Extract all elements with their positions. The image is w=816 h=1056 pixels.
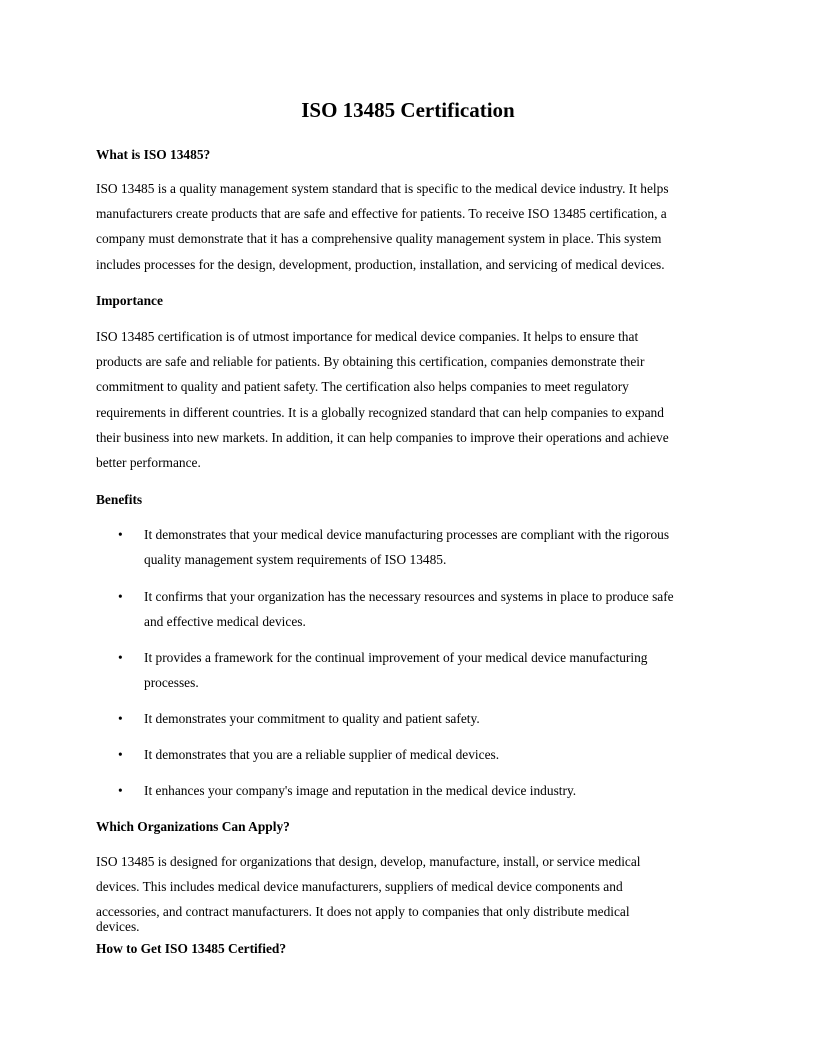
list-item-line: It provides a framework for the continual improvement of your medical device manufacturing [144,650,648,665]
paragraph-line: devices. [96,919,140,935]
paragraph-line: accessories, and contract manufacturers. It does not apply to companies that only distribute medical [96,904,630,920]
paragraph-line: manufacturers create products that are safe and effective for patients. To receive ISO 13485 certification, a [96,206,667,222]
paragraph-line: includes processes for the design, development, production, installation, and servicing of medical devices. [96,256,665,272]
paragraph-line: company must demonstrate that it has a comprehensive quality management system in place. This system [96,231,662,247]
list-item-line: It demonstrates that your medical device manufacturing processes are compliant with the rigorous [144,527,670,542]
list-item-line: quality management system requirements of ISO 13485. [144,552,447,568]
list-item-line: It demonstrates your commitment to quality and patient safety. [144,711,480,726]
list-item-line: It enhances your company's image and reputation in the medical device industry. [144,783,577,798]
paragraph-importance [96,324,736,475]
list-item-line: It demonstrates that you are a reliable supplier of medical devices. [144,747,500,762]
section-heading-importance: Importance [96,293,163,308]
bullet-icon: • [118,783,123,798]
bullet-icon: • [118,589,123,604]
bullet-icon: • [118,711,123,726]
paragraph-line: ISO 13485 is a quality management system standard that is specific to the medical device industry. It helps [96,181,669,196]
paragraph-line: ISO 13485 certification is of utmost importance for medical device companies. It helps to ensure that [96,329,639,344]
paragraph-line: devices. This includes medical device manufacturers, suppliers of medical device components and [96,879,623,895]
paragraph-line: commitment to quality and patient safety. The certification also helps companies to meet regulatory [96,379,629,395]
paragraph-line: their business into new markets. In addition, it can help companies to improve their operations and achieve [96,429,669,445]
paragraph-who-can-apply [96,849,736,934]
paragraph-what-is [96,176,736,277]
section-heading-how-to-get: How to Get ISO 13485 Certified? [96,941,287,956]
paragraph-line: requirements in different countries. It is a globally recognized standard that can help companies to expand [96,404,664,420]
paragraph-line: ISO 13485 is designed for organizations that design, develop, manufacture, install, or service medical [96,854,641,869]
list-item-line: It confirms that your organization has the necessary resources and systems in place to produce safe [144,589,674,604]
bullet-icon: • [118,650,123,665]
bullet-icon: • [118,527,123,542]
section-heading-what-is: What is ISO 13485? [96,147,211,162]
section-heading-benefits: Benefits [96,492,143,507]
document-title: ISO 13485 Certification [301,98,515,122]
list-item-line: and effective medical devices. [144,614,306,630]
list-item-line: processes. [144,675,199,691]
bullet-icon: • [118,747,123,762]
paragraph-line: products are safe and reliable for patients. By obtaining this certification, companies demonstrate their [96,354,645,370]
section-heading-who-can-apply: Which Organizations Can Apply? [96,819,290,834]
paragraph-line: better performance. [96,455,201,471]
